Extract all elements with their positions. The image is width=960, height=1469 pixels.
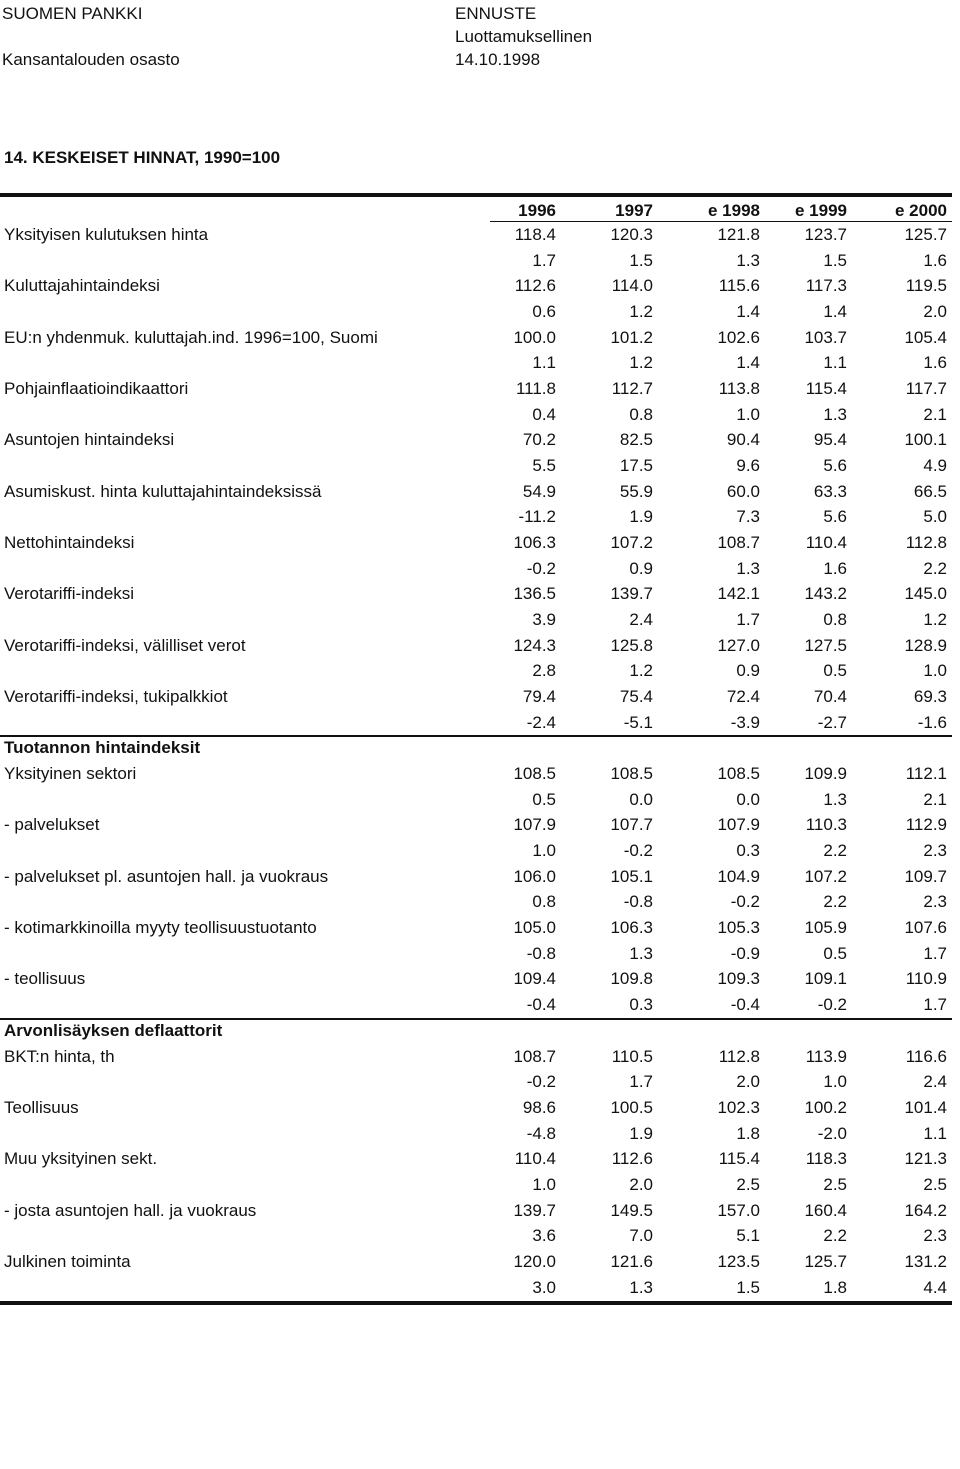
cell-value: 7.3 <box>736 507 760 527</box>
table-row <box>0 299 952 325</box>
cell-value: 75.4 <box>619 687 653 707</box>
cell-value: 95.4 <box>813 430 847 450</box>
department: Kansantalouden osasto <box>2 50 180 69</box>
cell-value: 2.1 <box>923 404 947 424</box>
cell-value: 109.1 <box>804 969 847 989</box>
table-row <box>0 1223 952 1249</box>
cell-value: 1.0 <box>532 1174 556 1194</box>
column-header-row <box>0 201 952 223</box>
cell-value: 4.9 <box>923 456 947 476</box>
cell-value: 2.0 <box>629 1174 653 1194</box>
cell-value: 105.1 <box>610 866 653 886</box>
cell-value: 107.9 <box>513 815 556 835</box>
cell-value: 120.0 <box>513 1251 556 1271</box>
classification: Luottamuksellinen <box>455 27 593 46</box>
cell-value: 1.2 <box>629 661 653 681</box>
table-row <box>0 1121 952 1147</box>
row-label: Asuntojen hintaindeksi <box>4 430 175 450</box>
cell-value: 100.1 <box>904 430 947 450</box>
table-row <box>0 1044 952 1070</box>
table-row <box>0 1095 952 1121</box>
cell-value: 125.8 <box>610 635 653 655</box>
cell-value: 2.4 <box>629 610 653 630</box>
cell-value: 107.2 <box>804 866 847 886</box>
row-label: EU:n yhdenmuk. kuluttajah.ind. 1996=100, Suomi <box>4 327 378 347</box>
row-label: Pohjainflaatioindikaattori <box>4 379 189 399</box>
document-date: 14.10.1998 <box>455 50 541 69</box>
cell-value: -11.2 <box>518 507 556 527</box>
cell-value: 1.3 <box>629 943 653 963</box>
cell-value: 1.1 <box>532 353 556 373</box>
cell-value: 1.0 <box>532 841 556 861</box>
cell-value: 1.9 <box>629 1123 653 1143</box>
section-header-row <box>0 1018 952 1044</box>
table-row <box>0 504 952 530</box>
row-label: - palvelukset pl. asuntojen hall. ja vuokraus <box>4 866 329 886</box>
table-row <box>0 556 952 582</box>
table-row <box>0 607 952 633</box>
cell-value: 2.3 <box>923 892 947 912</box>
cell-value: 0.5 <box>823 661 847 681</box>
cell-value: 2.2 <box>823 892 847 912</box>
table-row <box>0 479 952 505</box>
cell-value: 0.8 <box>823 610 847 630</box>
cell-value: 1.0 <box>823 1072 847 1092</box>
cell-value: 125.7 <box>904 225 947 244</box>
column-header: e 1999 <box>795 201 847 220</box>
cell-value: 112.9 <box>905 815 947 835</box>
cell-value: -0.4 <box>526 995 556 1015</box>
cell-value: 102.6 <box>717 327 760 347</box>
cell-value: 3.0 <box>532 1277 556 1297</box>
cell-value: -0.2 <box>817 995 847 1015</box>
cell-value: 124.3 <box>513 635 556 655</box>
table-row <box>0 325 952 351</box>
cell-value: 105.0 <box>513 918 556 938</box>
cell-value: 164.2 <box>904 1200 947 1220</box>
document-type: ENNUSTE <box>455 4 537 23</box>
table-row <box>0 658 952 684</box>
cell-value: 108.7 <box>717 533 760 553</box>
row-label: Kuluttajahintaindeksi <box>4 276 160 296</box>
cell-value: 55.9 <box>619 481 653 501</box>
cell-value: -2.7 <box>817 712 847 732</box>
cell-value: -2.4 <box>526 712 556 732</box>
cell-value: 0.4 <box>532 404 556 424</box>
cell-value: 5.6 <box>823 456 847 476</box>
cell-value: 2.0 <box>736 1072 760 1092</box>
cell-value: 2.2 <box>823 1226 847 1246</box>
cell-value: -5.1 <box>623 712 653 732</box>
cell-value: 110.9 <box>905 969 947 989</box>
cell-value: 2.8 <box>532 661 556 681</box>
table-row <box>0 273 952 299</box>
section-title: Arvonlisäyksen deflaattorit <box>4 1020 223 1040</box>
cell-value: 131.2 <box>904 1251 947 1271</box>
row-label: BKT:n hinta, th <box>4 1046 115 1066</box>
table-row <box>0 1172 952 1198</box>
table-bottom-rule <box>0 1301 952 1305</box>
cell-value: 121.3 <box>904 1149 947 1169</box>
cell-value: -0.9 <box>730 943 760 963</box>
cell-value: 5.0 <box>923 507 947 527</box>
cell-value: 1.5 <box>736 1277 760 1297</box>
section-rule <box>0 1018 952 1020</box>
cell-value: -2.0 <box>817 1123 847 1143</box>
cell-value: -0.4 <box>730 995 760 1015</box>
cell-value: 100.5 <box>610 1097 653 1117</box>
cell-value: 1.2 <box>923 610 947 630</box>
row-label: Yksityinen sektori <box>4 764 137 784</box>
table-row <box>0 402 952 428</box>
cell-value: 105.3 <box>717 918 760 938</box>
cell-value: 0.6 <box>532 302 556 322</box>
table-row <box>0 787 952 813</box>
cell-value: 111.8 <box>515 379 556 399</box>
cell-value: 125.7 <box>804 1251 847 1271</box>
table-row <box>0 1069 952 1095</box>
row-label: Verotariffi-indeksi <box>4 584 135 604</box>
cell-value: 2.2 <box>923 558 947 578</box>
cell-value: 100.2 <box>804 1097 847 1117</box>
cell-value: 2.3 <box>923 1226 947 1246</box>
cell-value: 1.6 <box>923 353 947 373</box>
table-row <box>0 889 952 915</box>
table-row <box>0 222 952 248</box>
cell-value: 121.6 <box>610 1251 653 1271</box>
cell-value: 108.5 <box>610 764 653 784</box>
cell-value: 1.3 <box>736 558 760 578</box>
cell-value: 7.0 <box>629 1226 653 1246</box>
column-header: 1997 <box>615 201 653 220</box>
cell-value: 3.9 <box>532 610 556 630</box>
table-row <box>0 966 952 992</box>
cell-value: -4.8 <box>526 1123 556 1143</box>
cell-value: 60.0 <box>726 481 760 501</box>
cell-value: 1.3 <box>823 404 847 424</box>
cell-value: 70.4 <box>813 687 847 707</box>
column-header: e 1998 <box>708 201 760 220</box>
cell-value: 1.6 <box>823 558 847 578</box>
table-row <box>0 1198 952 1224</box>
cell-value: 1.7 <box>923 943 947 963</box>
table-row <box>0 761 952 787</box>
cell-value: 1.3 <box>736 250 760 270</box>
cell-value: 5.1 <box>736 1226 760 1246</box>
section-rule <box>0 735 952 737</box>
cell-value: 142.1 <box>717 584 760 604</box>
cell-value: 2.0 <box>923 302 947 322</box>
cell-value: 127.0 <box>717 635 760 655</box>
cell-value: 54.9 <box>522 481 556 501</box>
row-label: Teollisuus <box>4 1097 79 1117</box>
cell-value: 101.4 <box>904 1097 947 1117</box>
cell-value: 1.3 <box>629 1277 653 1297</box>
table-row <box>0 941 952 967</box>
cell-value: 1.4 <box>736 302 760 322</box>
cell-value: 115.4 <box>718 1149 760 1169</box>
table-row <box>0 992 952 1018</box>
row-label: Julkinen toiminta <box>4 1251 131 1271</box>
cell-value: 119.5 <box>905 276 947 296</box>
cell-value: 1.6 <box>923 250 947 270</box>
cell-value: 90.4 <box>726 430 760 450</box>
cell-value: 108.5 <box>717 764 760 784</box>
cell-value: 110.4 <box>514 1149 556 1169</box>
row-label: Verotariffi-indeksi, välilliset verot <box>4 635 246 655</box>
cell-value: 1.1 <box>823 353 847 373</box>
table-row <box>0 1146 952 1172</box>
cell-value: -1.6 <box>917 712 947 732</box>
table-title: 14. KESKEISET HINNAT, 1990=100 <box>4 148 281 167</box>
cell-value: 2.5 <box>923 1174 947 1194</box>
cell-value: 102.3 <box>717 1097 760 1117</box>
cell-value: 110.3 <box>805 815 847 835</box>
cell-value: 123.7 <box>804 225 847 244</box>
cell-value: -3.9 <box>730 712 760 732</box>
row-label: - josta asuntojen hall. ja vuokraus <box>4 1200 257 1220</box>
table-row <box>0 812 952 838</box>
cell-value: 0.3 <box>629 995 653 1015</box>
cell-value: 110.5 <box>611 1046 653 1066</box>
cell-value: 109.9 <box>804 764 847 784</box>
cell-value: 139.7 <box>610 584 653 604</box>
table-row <box>0 350 952 376</box>
cell-value: 100.0 <box>513 327 556 347</box>
cell-value: 1.7 <box>736 610 760 630</box>
cell-value: 1.5 <box>629 250 653 270</box>
table-row <box>0 581 952 607</box>
cell-value: 0.8 <box>629 404 653 424</box>
cell-value: 105.9 <box>804 918 847 938</box>
cell-value: 121.8 <box>717 225 760 244</box>
row-label: Verotariffi-indeksi, tukipalkkiot <box>4 687 228 707</box>
cell-value: 107.2 <box>610 533 653 553</box>
cell-value: 9.6 <box>736 456 760 476</box>
cell-value: 110.4 <box>805 533 847 553</box>
cell-value: 107.6 <box>904 918 947 938</box>
table-row <box>0 376 952 402</box>
cell-value: -0.2 <box>730 892 760 912</box>
cell-value: 117.7 <box>905 379 947 399</box>
row-label: Muu yksityinen sekt. <box>4 1149 158 1169</box>
cell-value: 72.4 <box>726 687 760 707</box>
cell-value: 103.7 <box>804 327 847 347</box>
cell-value: 157.0 <box>717 1200 760 1220</box>
cell-value: 2.1 <box>923 789 947 809</box>
cell-value: 2.5 <box>736 1174 760 1194</box>
cell-value: -0.8 <box>623 892 653 912</box>
cell-value: 3.6 <box>532 1226 556 1246</box>
cell-value: 106.0 <box>513 866 556 886</box>
cell-value: 136.5 <box>513 584 556 604</box>
cell-value: 112.6 <box>611 1149 653 1169</box>
table-row <box>0 710 952 736</box>
cell-value: 2.4 <box>923 1072 947 1092</box>
table-row <box>0 427 952 453</box>
cell-value: 123.5 <box>717 1251 760 1271</box>
table-row <box>0 530 952 556</box>
cell-value: 2.5 <box>823 1174 847 1194</box>
cell-value: 1.2 <box>629 353 653 373</box>
cell-value: 69.3 <box>913 687 947 707</box>
cell-value: 0.3 <box>736 841 760 861</box>
cell-value: 98.6 <box>522 1097 556 1117</box>
table-row <box>0 1275 952 1301</box>
cell-value: 5.5 <box>532 456 556 476</box>
cell-value: 105.4 <box>904 327 947 347</box>
table-row <box>0 684 952 710</box>
cell-value: 1.7 <box>532 250 556 270</box>
cell-value: 128.9 <box>904 635 947 655</box>
table-row <box>0 864 952 890</box>
cell-value: 107.7 <box>610 815 653 835</box>
data-table-body <box>0 222 952 1300</box>
section-header-row <box>0 735 952 761</box>
cell-value: 1.2 <box>629 302 653 322</box>
cell-value: 112.7 <box>611 379 653 399</box>
cell-value: -0.2 <box>623 841 653 861</box>
cell-value: 115.4 <box>805 379 847 399</box>
cell-value: 5.6 <box>823 507 847 527</box>
cell-value: 109.7 <box>904 866 947 886</box>
cell-value: 109.4 <box>513 969 556 989</box>
cell-value: 0.8 <box>532 892 556 912</box>
cell-value: 120.3 <box>610 225 653 244</box>
cell-value: 17.5 <box>619 456 653 476</box>
cell-value: 113.9 <box>805 1046 847 1066</box>
column-header: e 2000 <box>895 201 947 220</box>
cell-value: 160.4 <box>804 1200 847 1220</box>
cell-value: 4.4 <box>923 1277 947 1297</box>
cell-value: 104.9 <box>717 866 760 886</box>
cell-value: 1.7 <box>629 1072 653 1092</box>
row-label: Nettohintaindeksi <box>4 533 135 553</box>
cell-value: 108.7 <box>513 1046 556 1066</box>
cell-value: 106.3 <box>610 918 653 938</box>
cell-value: -0.2 <box>526 558 556 578</box>
cell-value: 0.5 <box>532 789 556 809</box>
cell-value: 117.3 <box>805 276 847 296</box>
cell-value: 79.4 <box>522 687 556 707</box>
cell-value: 66.5 <box>913 481 947 501</box>
cell-value: 1.1 <box>923 1123 947 1143</box>
cell-value: 139.7 <box>513 1200 556 1220</box>
cell-value: 149.5 <box>610 1200 653 1220</box>
cell-value: 113.8 <box>718 379 760 399</box>
table-row <box>0 838 952 864</box>
cell-value: 112.8 <box>905 533 947 553</box>
cell-value: 1.4 <box>736 353 760 373</box>
cell-value: 1.8 <box>736 1123 760 1143</box>
cell-value: 106.3 <box>513 533 556 553</box>
table-row <box>0 633 952 659</box>
cell-value: 143.2 <box>804 584 847 604</box>
cell-value: 1.7 <box>923 995 947 1015</box>
table-row <box>0 453 952 479</box>
cell-value: -0.2 <box>526 1072 556 1092</box>
section-title: Tuotannon hintaindeksit <box>4 738 201 758</box>
cell-value: 127.5 <box>804 635 847 655</box>
table-row <box>0 1249 952 1275</box>
cell-value: 115.6 <box>718 276 760 296</box>
cell-value: 0.5 <box>823 943 847 963</box>
cell-value: 145.0 <box>904 584 947 604</box>
cell-value: -0.8 <box>526 943 556 963</box>
cell-value: 118.3 <box>805 1149 847 1169</box>
row-label: - palvelukset <box>4 815 100 835</box>
cell-value: 1.0 <box>923 661 947 681</box>
cell-value: 112.6 <box>514 276 556 296</box>
cell-value: 63.3 <box>813 481 847 501</box>
org-name: SUOMEN PANKKI <box>2 4 143 23</box>
cell-value: 1.8 <box>823 1277 847 1297</box>
cell-value: 101.2 <box>610 327 653 347</box>
cell-value: 70.2 <box>522 430 556 450</box>
cell-value: 1.3 <box>823 789 847 809</box>
row-label: Yksityisen kulutuksen hinta <box>4 225 209 244</box>
cell-value: 1.0 <box>736 404 760 424</box>
cell-value: 109.8 <box>610 969 653 989</box>
cell-value: 116.6 <box>905 1046 947 1066</box>
cell-value: 112.8 <box>718 1046 760 1066</box>
table-row <box>0 915 952 941</box>
cell-value: 0.0 <box>629 789 653 809</box>
cell-value: 1.5 <box>823 250 847 270</box>
row-label: - teollisuus <box>4 969 86 989</box>
cell-value: 2.2 <box>823 841 847 861</box>
cell-value: 1.9 <box>629 507 653 527</box>
cell-value: 107.9 <box>717 815 760 835</box>
cell-value: 108.5 <box>513 764 556 784</box>
row-label: Asumiskust. hinta kuluttajahintaindeksissä <box>4 481 322 501</box>
cell-value: 112.1 <box>905 764 947 784</box>
column-header: 1996 <box>518 201 556 220</box>
cell-value: 82.5 <box>619 430 653 450</box>
cell-value: 0.9 <box>629 558 653 578</box>
cell-value: 114.0 <box>611 276 653 296</box>
cell-value: 2.3 <box>923 841 947 861</box>
table-top-rule <box>0 193 952 197</box>
row-label: - kotimarkkinoilla myyty teollisuustuotanto <box>4 918 317 938</box>
cell-value: 118.4 <box>514 225 556 244</box>
cell-value: 0.9 <box>736 661 760 681</box>
cell-value: 0.0 <box>736 789 760 809</box>
cell-value: 1.4 <box>823 302 847 322</box>
cell-value: 109.3 <box>717 969 760 989</box>
table-row <box>0 248 952 274</box>
